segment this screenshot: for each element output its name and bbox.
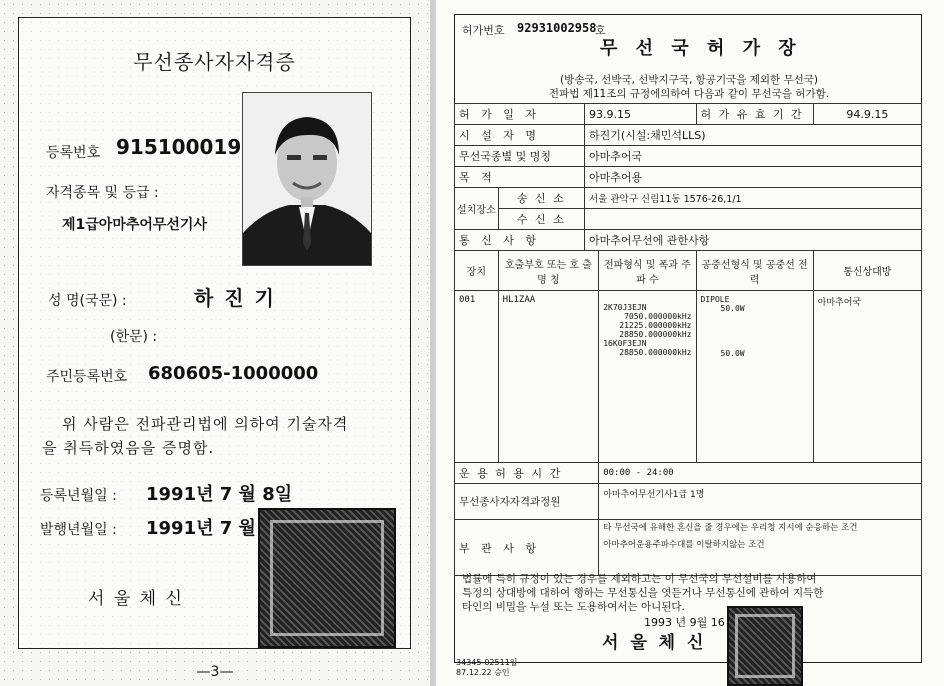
hanja-label: (한문) : — [110, 329, 158, 345]
col-device: 장치 — [455, 251, 499, 291]
comm-label: 통 신 사 항 — [455, 230, 585, 251]
notice-line-1: 법률에 특히 규정이 있는 경우를 제외하고는 이 무선국의 무선설비를 사용하여 — [462, 573, 817, 585]
qualification-label: 자격종목 및 등급 : — [46, 185, 159, 201]
col-callsign: 호출부호 또는 호 출 명 칭 — [498, 251, 599, 291]
power-value: 50.0W — [720, 349, 745, 358]
license-table — [454, 103, 922, 576]
license-issuer: 서 울 체 신 — [602, 633, 707, 653]
statement-line-2: 을 취득하였음을 증명함. — [42, 439, 215, 457]
table-header-row — [455, 251, 922, 291]
comm-value: 아마추어무선에 관한사항 — [585, 230, 922, 251]
table-row — [455, 484, 922, 520]
form-approval-date: 87.12.22 승인 — [456, 668, 510, 677]
license-no-label: 허가번호 — [462, 24, 505, 37]
notice-line-3: 타인의 비밀을 누설 또는 도용하여서는 아니된다. — [462, 601, 685, 613]
rx-site-value — [585, 209, 922, 230]
reg-date-value: 1991년 7 월 8일 — [146, 484, 293, 505]
emission-line: 28850.000000kHz — [619, 348, 692, 357]
emission-line: 7050.000000kHz — [624, 312, 692, 321]
emission-line: 16K0F3EJN — [603, 339, 647, 348]
rx-site-label: 수 신 소 — [498, 209, 584, 230]
station-type-label: 무선국종별 및 명칭 — [455, 146, 585, 167]
license-no-suffix: 호 — [595, 24, 606, 37]
condition-line: 아마추어운용주파수대를 이탈하지않는 조건 — [603, 540, 765, 550]
table-row — [455, 146, 922, 167]
official-seal-right — [727, 606, 803, 686]
license-subtitle-1: (방송국, 선박국, 선박지구국, 항공기국을 제외한 무선국) — [559, 74, 819, 86]
table-row — [455, 463, 922, 484]
conditions-value — [599, 520, 922, 576]
conditions-label: 부 관 사 항 — [455, 520, 599, 576]
emission-line: 2K70J3EJN — [603, 303, 647, 312]
table-row — [455, 291, 922, 463]
table-row — [455, 520, 922, 576]
reg-date-label: 등록년월일 : — [40, 488, 117, 504]
table-row — [455, 209, 922, 230]
table-row — [455, 167, 922, 188]
id-photo — [242, 92, 372, 266]
antenna-cell — [696, 291, 813, 463]
purpose-value: 아마추어용 — [585, 167, 922, 188]
valid-period-label: 허 가 유 효 기 간 — [696, 104, 813, 125]
issue-date-label: 발행년월일 : — [40, 522, 117, 538]
permit-date-value: 93.9.15 — [585, 104, 697, 125]
license-no-value: 92931002958 — [517, 21, 597, 35]
station-type-value: 아마추어국 — [585, 146, 922, 167]
id-no-value: 680605-1000000 — [148, 363, 319, 384]
power-value: 50.0W — [720, 304, 745, 313]
site-label: 설치장소 — [455, 188, 499, 230]
certificate-title: 무선종사자자격증 — [133, 50, 296, 74]
reg-no-label: 등록번호 — [46, 145, 101, 161]
callsign-value: HL1ZAA — [498, 291, 599, 463]
emission-line: 28850.000000kHz — [619, 330, 692, 339]
reg-no-value: 915100019 — [116, 135, 242, 159]
emission-list — [599, 291, 696, 463]
table-row — [455, 230, 922, 251]
purpose-label: 목 적 — [455, 167, 585, 188]
certificate-issuer: 서 울 체 신 — [88, 589, 184, 609]
hours-value: 00:00 - 24:00 — [599, 463, 922, 484]
peer-value: 아마추어국 — [813, 291, 921, 463]
operator-label: 무선종사자자격과정원 — [455, 484, 599, 520]
official-seal-left — [258, 508, 396, 648]
valid-period-value: 94.9.15 — [813, 104, 921, 125]
col-peer: 통신상대방 — [813, 251, 921, 291]
name-label: 성 명(국문) : — [48, 293, 127, 309]
table-row — [455, 125, 922, 146]
antenna-type: DIPOLE — [700, 295, 730, 304]
permit-date-label: 허 가 일 자 — [455, 104, 585, 125]
license-subtitle-2: 전파법 제11조의 규정에의하여 다음과 같이 무선국을 허가함. — [548, 88, 830, 100]
operator-value: 아마추어무선기사1급 1명 — [599, 484, 922, 520]
notice-line-2: 특정의 상대방에 대하여 행하는 무선통신을 엿듣거나 무선통신에 관하여 지득한 — [462, 587, 824, 599]
name-value: 하 진 기 — [194, 286, 276, 310]
col-antenna: 공중선형식 및 공중선 전력 — [696, 251, 813, 291]
hours-label: 운 용 허 용 시 간 — [455, 463, 599, 484]
form-number: 34345-02511일 — [456, 658, 518, 667]
owner-value: 하진기(시설:채민석LLS) — [585, 125, 922, 146]
owner-label: 시 설 자 명 — [455, 125, 585, 146]
tx-site-label: 송 신 소 — [498, 188, 584, 209]
statement-line-1: 위 사람은 전파관리법에 의하여 기술자격 — [62, 415, 349, 433]
emission-line: 21225.000000kHz — [619, 321, 692, 330]
page-number: —3— — [196, 664, 234, 680]
condition-line: 타 무선국에 유해한 혼신을 줄 경우에는 우리청 지시에 순응하는 조건 — [603, 523, 858, 533]
device-no: 001 — [455, 291, 499, 463]
id-no-label: 주민등록번호 — [46, 369, 128, 385]
license-title: 무 선 국 허 가 장 — [600, 38, 802, 59]
table-row — [455, 104, 922, 125]
tx-site-value: 서울 관악구 신림11동 1576-26,1/1 — [585, 188, 922, 209]
license-issue-date: 1993 년 9월 16 — [644, 616, 725, 629]
col-emission: 전파형식 및 폭과 주 파 수 — [599, 251, 696, 291]
table-row — [455, 188, 922, 209]
qualification-value: 제1급아마추어무선기사 — [62, 217, 207, 233]
issue-date-value: 1991년 7 월 — [146, 518, 256, 539]
